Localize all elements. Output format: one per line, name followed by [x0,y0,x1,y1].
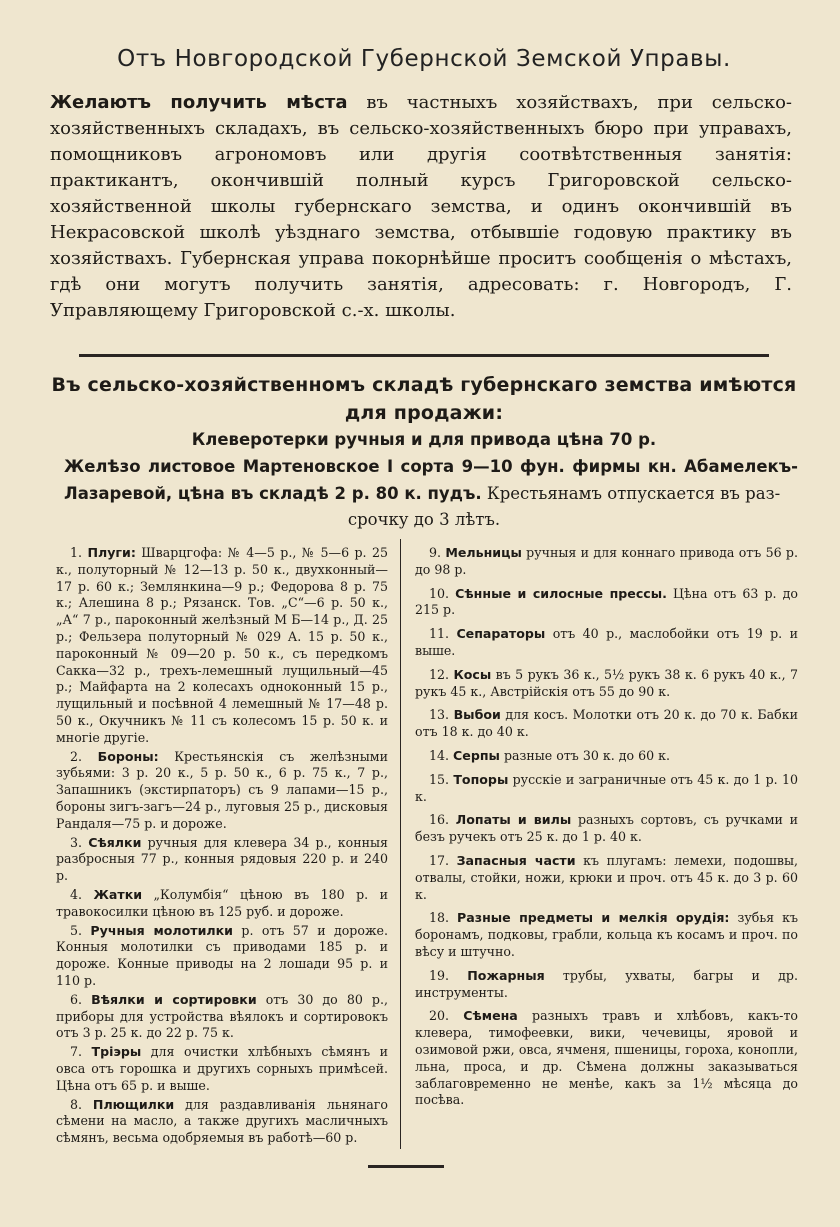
list-item: 7. Тріэры для очистки хлѣбныхъ сѣмянъ и овса отъ горошка и другихъ сорныхъ примѣсей. Цѣна отъ 65 р. и выше. [56,1044,388,1093]
list-item: 18. Разные предметы и мелкія орудія: зубья къ боронамъ, подковы, грабли, кольца къ косамъ и проч. по вѣсу и штучно. [415,910,798,959]
list-item: 16. Лопаты и вилы разныхъ сортовъ, съ ручками и безъ ручекъ отъ 25 к. до 1 р. 40 к. [415,812,798,845]
list-item: 9. Мельницы ручныя и для коннаго привода отъ 56 р. до 98 р. [415,545,798,577]
list-item: 5. Ручныя молотилки р. отъ 57 и дороже. Конныя молотилки съ приводами 185 р. и дороже. Конные приводы на 2 лошади 95 р. и 110 р. [56,922,388,988]
list-item: 8. Плющилки для раздавливанія льнянаго сѣмени на масло, а также другихъ масличныхъ сѣмянъ, весьма одобряемыя въ работѣ—60 р. [56,1096,388,1146]
price-list-left-column [50,539,400,1149]
list-item: 15. Топоры русскіе и заграничные отъ 45 к. до 1 р. 10 к. [415,771,798,804]
list-item: 2. Бороны: Крестьянскія съ желѣзными зубьями: 3 р. 20 к., 5 р. 50 к., 6 р. 75 к., 7 р., Запашникъ (экстирпаторъ) съ 9 лапами—15 р., бороны зигъ-загъ—24 р., луговыя 25 р., дисковыя Рандаля—75 р. и дороже. [56,748,388,831]
list-item: 12. Косы въ 5 рукъ 36 к., 5½ рукъ 38 к. 6 рукъ 40 к., 7 рукъ 45 к., Австрійскія отъ 55 до 90 к. [415,666,798,699]
notice-text: въ частныхъ хозяйствахъ, при сельско-хозяйственныхъ складахъ, въ сельско-хозяйственныхъ бюро при управахъ, помощниковъ агрономовъ или другія соотвѣтственныя занятія: практикантъ, окончившій полный курсъ Григоровской сельско-хозяйственной школы губернскаго земства, и одинъ окончившій въ Некрасовской школѣ уѣзднаго земства, отбывшіе годовую практику въ хозяйствахъ. Губернская управа покорнѣйше проситъ сообщенія о мѣстахъ, гдѣ они могутъ получить занятія, адресовать: г. Новгородъ, Г. Управляющему Григоровской с.-х. школы. [50,92,792,321]
list-item: 11. Сепараторы отъ 40 р., маслобойки отъ 19 р. и выше. [415,626,798,658]
sale-iron-bold: Желѣзо листовое Мартеновское I сорта 9—10 фун. фирмы кн. Абамелекъ-Лазаревой, цѣна въ складѣ 2 р. 80 к. пудъ. [64,457,798,503]
list-item: 13. Выбои для косъ. Молотки отъ 20 к. до 70 к. Бабки отъ 18 к. до 40 к. [415,707,798,740]
list-item: 1. Плуги: Шварцгофа: № 4—5 р., № 5—6 р. 25 к., полуторный № 12—13 р. 50 к., двухконный—17 р. 60 к.; Землянкина—9 р.; Федорова 8 р. 75 к.; Алешина 8 р.; Рязанск. Тов. „С“—6 р. 50 к., „А“ 7 р., пароконный желѣзный М Б—14 р., Д. 25 р.; Фельзера полуторный № 029 А. 15 р. 50 к., пароконный № 09—20 р. 50 к., съ передкомъ Сакка—32 р., трехъ-лемешный лущильный—45 р.; Майфарта на 2 колесахъ одноконный 15 р., лущильный и посѣвной 4 лемешный № 17—48 р. 50 к., Окучникъ № 11 съ колесомъ 15 р. 50 к. и многіе другіе. [56,545,388,745]
sale-iron-plain: Крестьянамъ отпускается въ раз- [481,484,781,503]
price-list [50,539,802,1149]
list-item: 4. Жатки „Колумбія“ цѣною въ 180 р. и травокосилки цѣною въ 125 руб. и дороже. [56,886,388,919]
list-item: 3. Сѣялки ручныя для клевера 34 р., конныя разбросныя 77 р., конныя рядовыя 220 р. и 240 р. [56,834,388,884]
list-item: 17. Запасныя части къ плугамъ: лемехи, подошвы, отвалы, стойки, ножи, крюки и проч. отъ 45 к. до 3 р. 60 к. [415,852,798,902]
list-item: 14. Серпы разные отъ 30 к. до 60 к. [429,747,670,763]
footer-divider [368,1165,444,1168]
page-title: Отъ Новгородской Губернской Земской Управы. [117,46,731,72]
sale-iron-line [50,453,798,507]
list-item: 19. Пожарныя трубы, ухваты, багры и др. инструменты. [415,967,798,1000]
sale-installment-line: срочку до 3 лѣтъ. [347,510,501,529]
notice-paragraph [50,90,792,324]
list-item: 10. Сѣнные и силосные прессы. Цѣна отъ 63 р. до 215 р. [415,585,798,618]
sale-heading: Въ сельско-хозяйственномъ складѣ губернскаго земства имѣются для продажи: [51,374,797,424]
section-divider [79,354,769,357]
notice-lead: Желаютъ получить мѣста [50,92,348,113]
price-list-right-column [400,539,802,1149]
list-item: 20. Сѣмена разныхъ травъ и хлѣбовъ, какъ-то клевера, тимофеевки, вики, чечевицы, яровой и озимовой ржи, овса, ячменя, пшеницы, гороха, конопли, льна, проса, и др. Сѣмена должны заказываться заблаговременно не менѣе, какъ за 1½ мѣсяца до посѣва. [415,1008,798,1108]
sale-clover-line: Клеверотерки ручныя и для привода цѣна 70 р. [191,430,657,449]
list-item: 6. Вѣялки и сортировки отъ 30 до 80 р., приборы для устройства вѣялокъ и сортировокъ отъ 3 р. 25 к. до 22 р. 75 к. [56,991,388,1041]
